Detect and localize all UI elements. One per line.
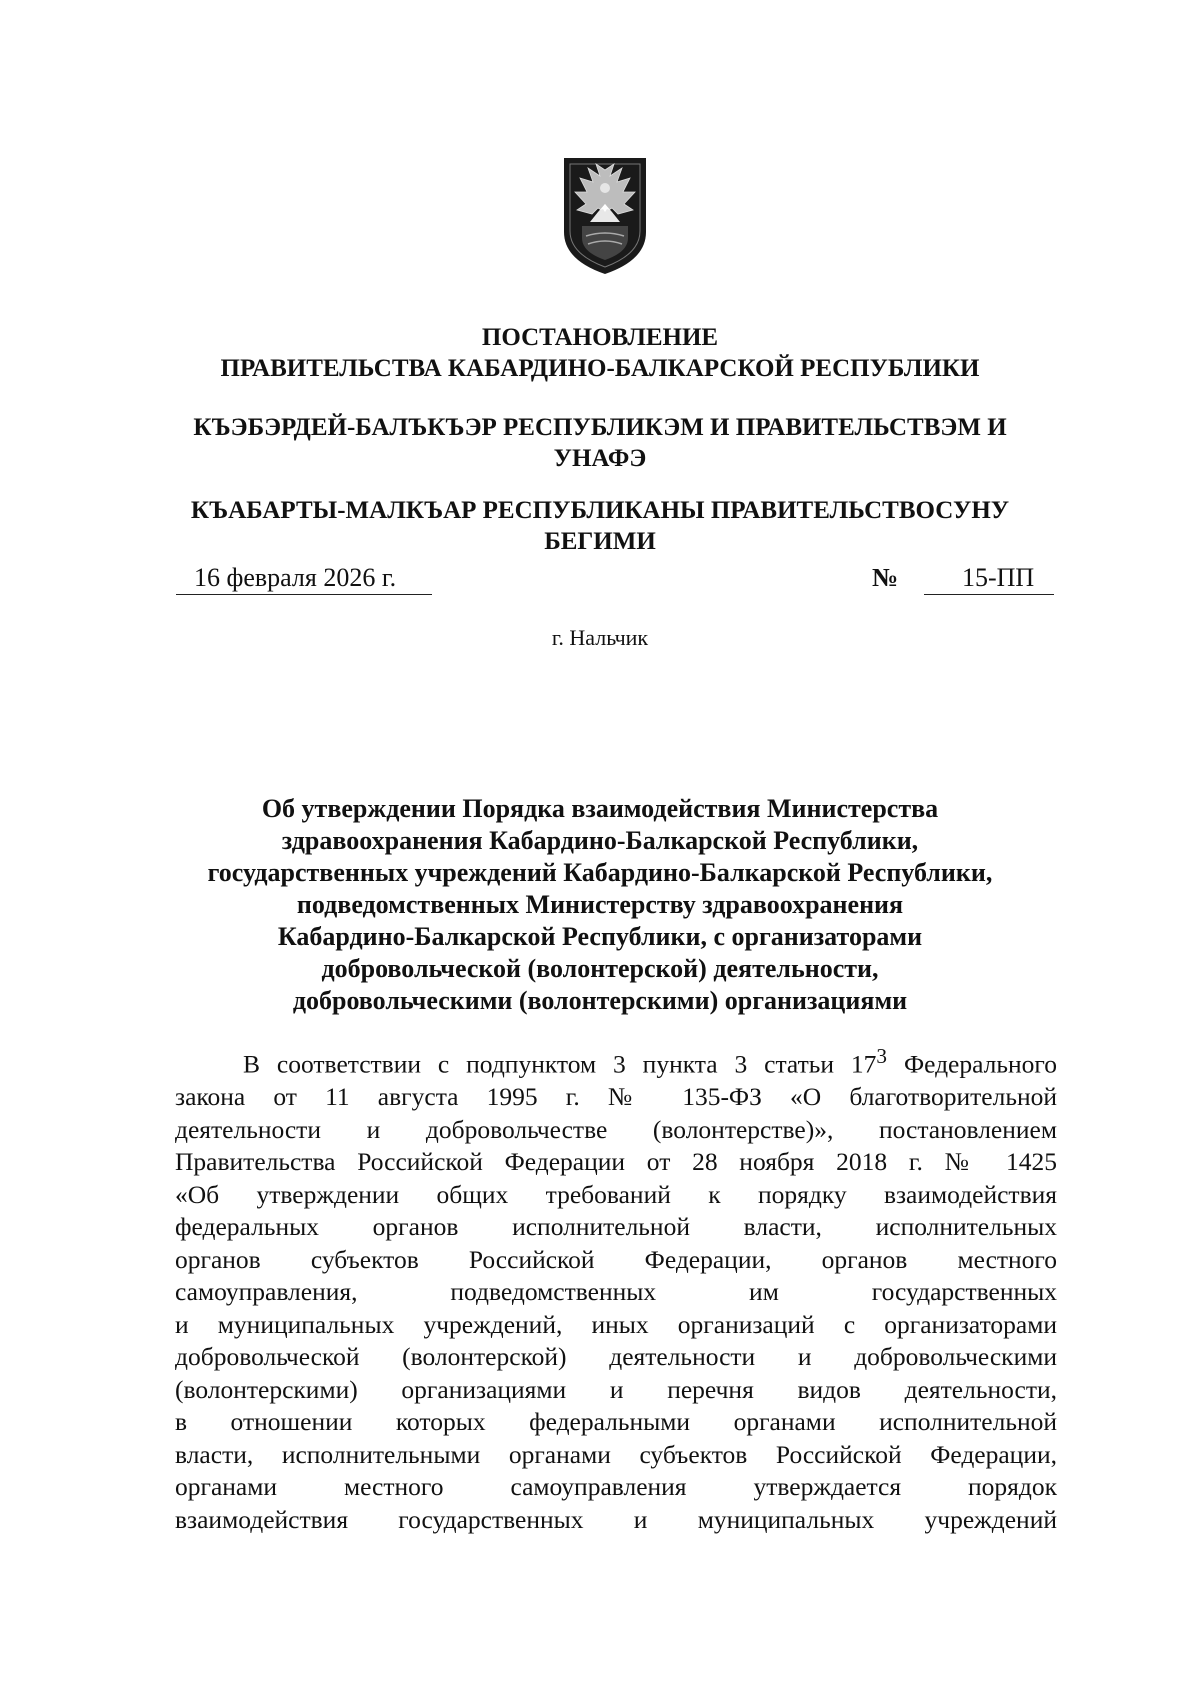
body-line: добровольческой (волонтерской) деятельности и добровольческими [175,1342,1057,1371]
body-line: «Об утверждении общих требований к порядку взаимодействия [175,1179,1057,1209]
body-line: самоуправления, подведомственных им государственных [175,1277,1057,1306]
title-line: добровольческими (волонтерскими) организациями [292,986,908,1015]
header-balkar-line1: КЪАБАРТЫ-МАЛКЪАР РЕСПУБЛИКАНЫ ПРАВИТЕЛЬСТВОСУНУ [190,497,1010,524]
title-line: здравоохранения Кабардино-Балкарской Республики, [281,826,919,855]
document-date: 16 февраля 2026 г. [176,562,432,595]
header-kabardian-line1: КЪЭБЭРДЕЙ-БАЛЪКЪЭР РЕСПУБЛИКЭМ И ПРАВИТЕЛЬСТВЭМ И [193,414,1007,441]
title-line: добровольческой (волонтерской) деятельности, [321,954,879,983]
body-line: федеральных органов исполнительной власти, исполнительных [175,1212,1057,1241]
title-line: государственных учреждений Кабардино-Балкарской Республики, [207,858,993,887]
document-number: 15-ПП [924,562,1054,595]
header-balkar-block [150,495,1050,557]
title-line: подведомственных Министерству здравоохранения [296,890,904,919]
body-line-start: В соответствии с подпунктом 3 пункта 3 статьи 17 [243,1049,877,1079]
header-resolution-block [150,322,1050,384]
title-line: Об утверждении Порядка взаимодействия Министерства [261,794,939,823]
header-government-name: ПРАВИТЕЛЬСТВА КАБАРДИНО-БАЛКАРСКОЙ РЕСПУБЛИКИ [220,355,980,382]
body-line: (волонтерскими) организациями и перечня видов деятельности, [175,1374,1057,1404]
title-line: Кабардино-Балкарской Республики, с организаторами [277,922,923,951]
header-resolution-title: ПОСТАНОВЛЕНИЕ [481,324,719,351]
body-line: закона от 11 августа 1995 г. № 135-ФЗ «О благотворительной [175,1082,1057,1111]
header-kabardian-block [150,412,1050,474]
body-line: и муниципальных учреждений, иных организаций с организаторами [175,1309,1057,1339]
document-city: г. Нальчик [551,625,649,650]
header-balkar-line2: БЕГИМИ [544,528,656,555]
document-title [160,793,1040,1017]
document-body [175,1040,1057,1536]
body-line: Правительства Российской Федерации от 28 ноября 2018 г. № 1425 [175,1147,1057,1176]
body-line: органов субъектов Российской Федерации, органов местного [175,1244,1057,1274]
body-line: взаимодействия государственных и муниципальных учреждений [175,1504,1057,1534]
body-line: деятельности и добровольчестве (волонтерстве)», постановлением [175,1114,1057,1144]
document-number-label: № [872,563,899,592]
article-superscript: 3 [876,1044,888,1068]
header-kabardian-line2: УНАФЭ [553,445,647,472]
body-line-end: Федерального [887,1049,1057,1079]
body-line: в отношении которых федеральными органами исполнительной [175,1407,1057,1436]
body-line: власти, исполнительными органами субъектов Российской Федерации, [175,1439,1057,1469]
body-line: органами местного самоуправления утверждается порядок [175,1472,1057,1501]
body-line [175,1040,1057,1081]
coat-of-arms-emblem [560,152,650,276]
